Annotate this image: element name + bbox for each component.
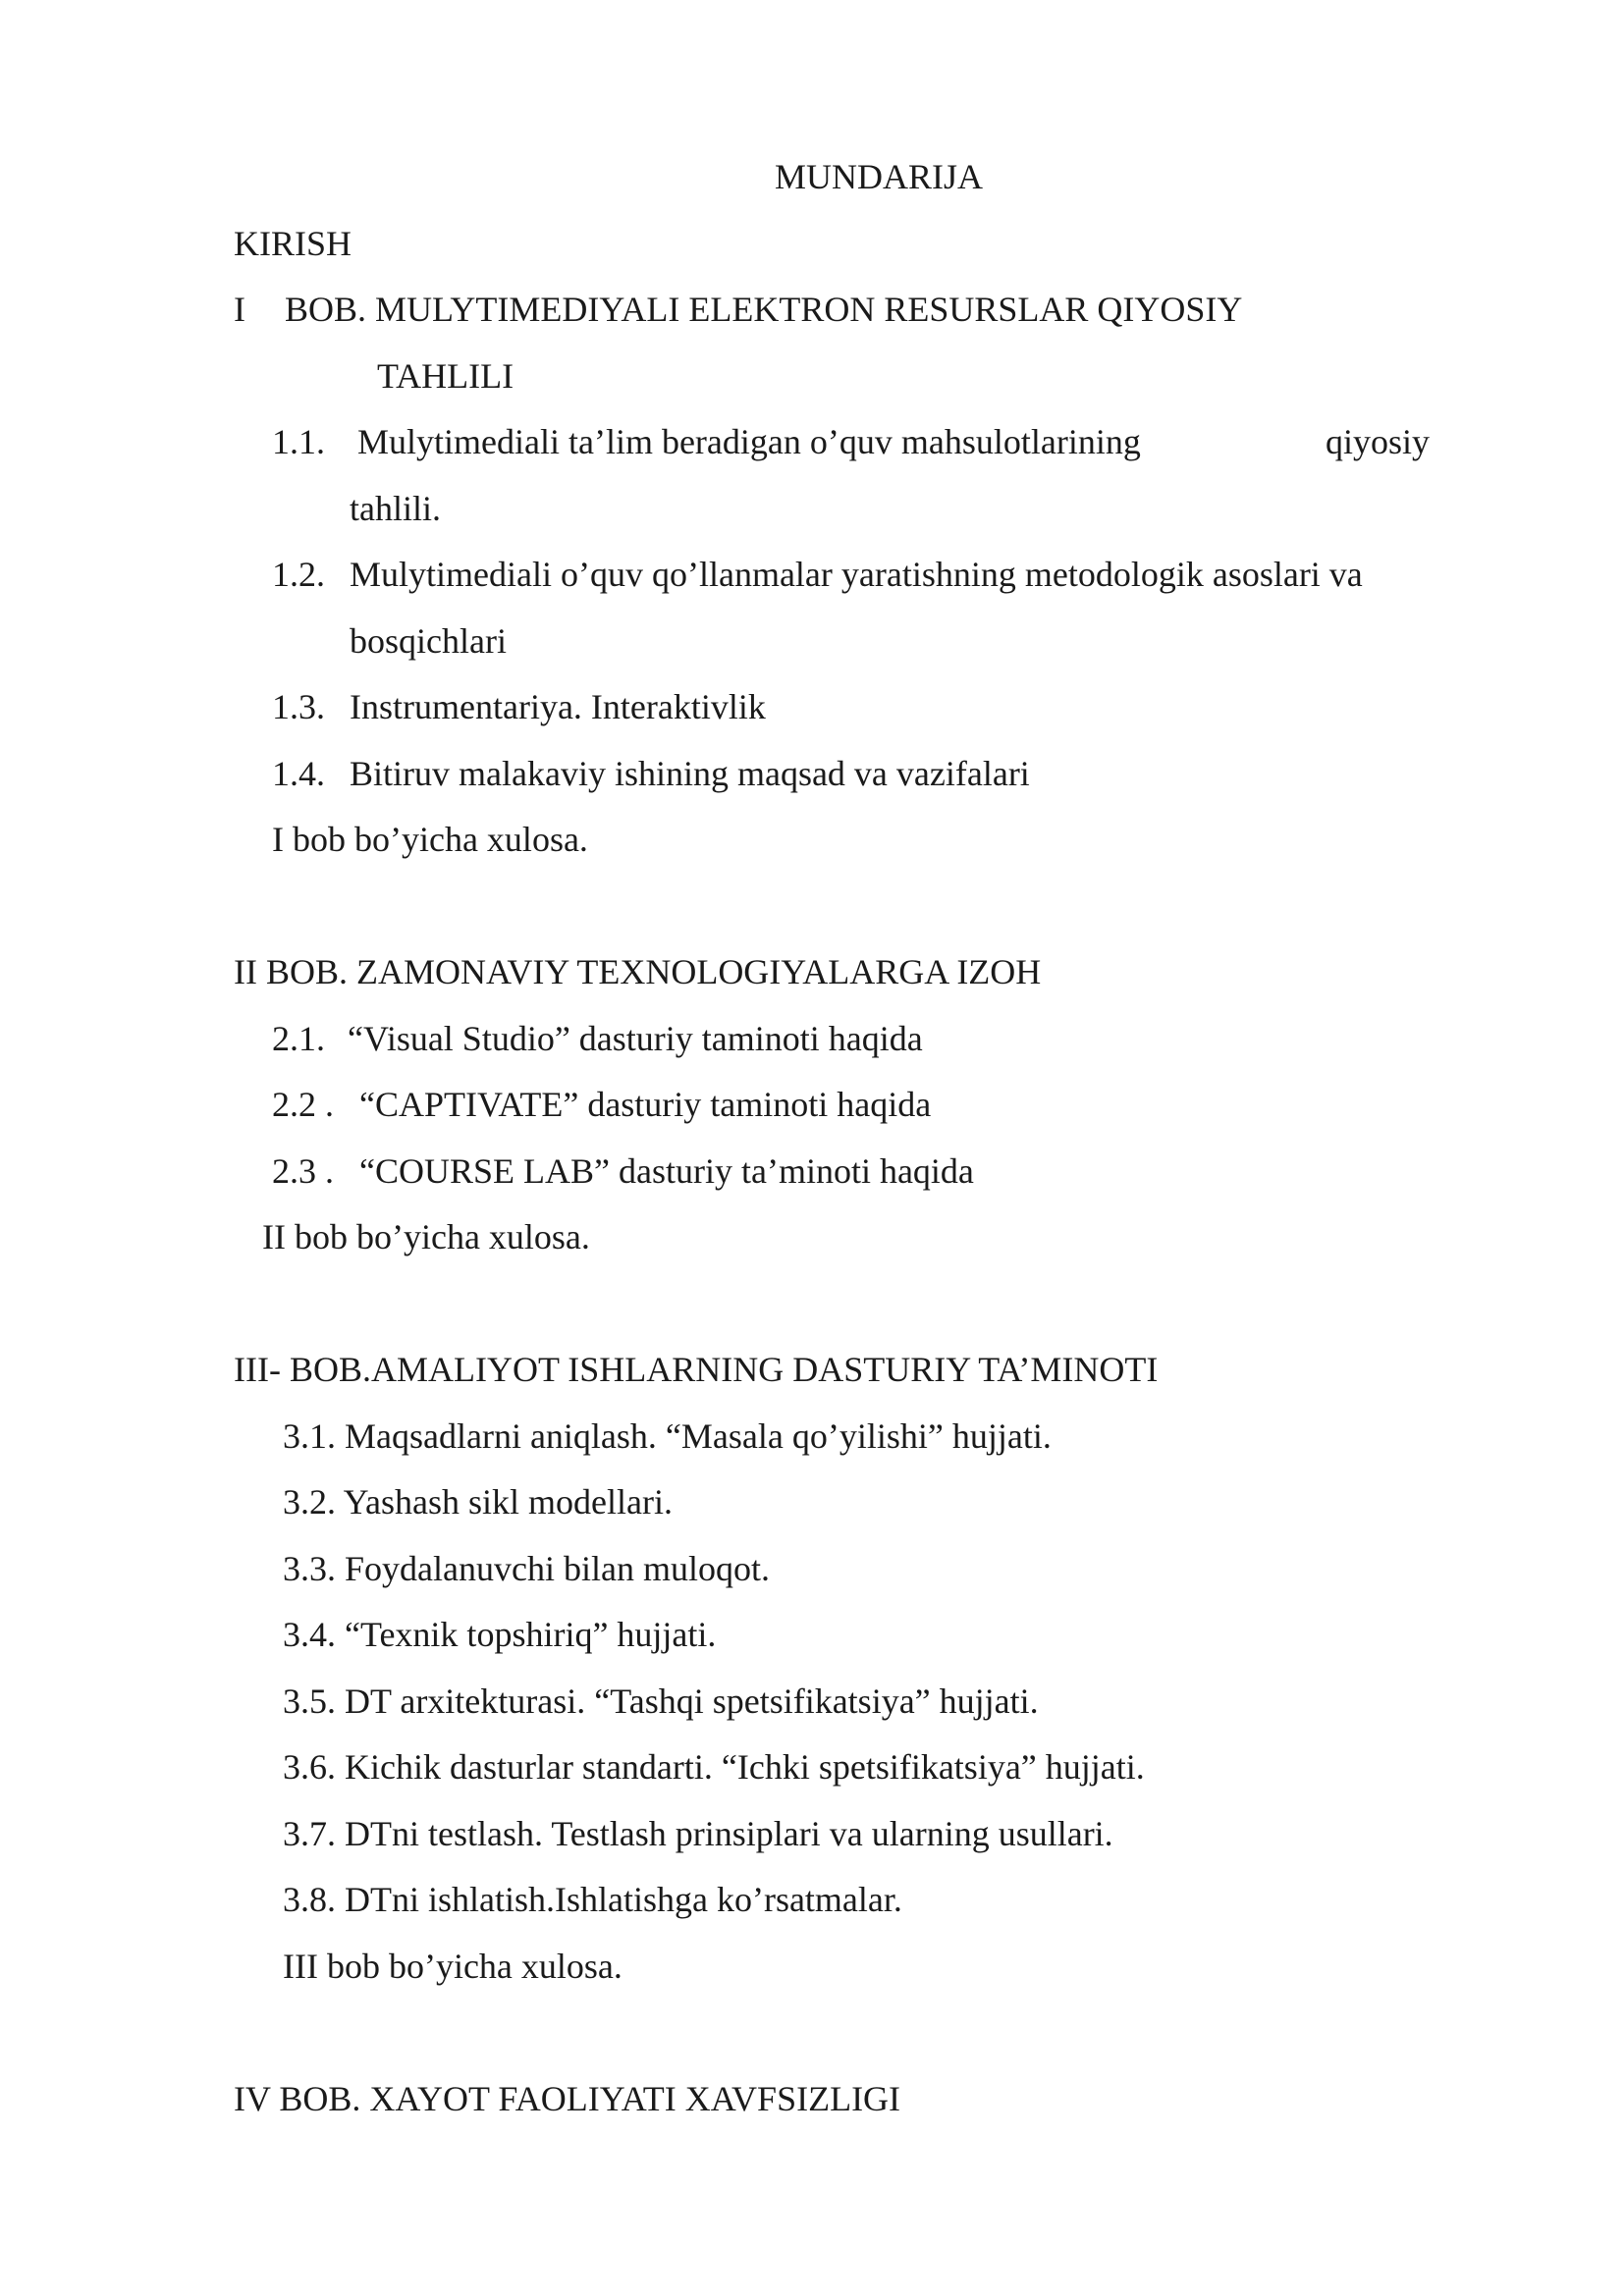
- chapter-3-summary: III bob bo’yicha xulosa.: [283, 1947, 623, 1986]
- toc-item-number: 2.3 .: [272, 1151, 334, 1191]
- chapter-4-heading: IV BOB. XAYOT FAOLIYATI XAVFSIZLIGI: [234, 2079, 901, 2118]
- toc-item-text-cont: tahlili.: [350, 489, 441, 528]
- toc-item-number: 2.1.: [272, 1019, 325, 1058]
- toc-item-text: Bitiruv malakaviy ishining maqsad va vazifalari: [350, 754, 1030, 793]
- chapter-1-summary: I bob bo’yicha xulosa.: [272, 820, 588, 859]
- chapter-2-summary: II bob bo’yicha xulosa.: [262, 1217, 590, 1256]
- toc-item-text: “CAPTIVATE” dasturiy taminoti haqida: [359, 1085, 932, 1124]
- toc-item: 3.6. Kichik dasturlar standarti. “Ichki spetsifikatsiya” hujjati.: [283, 1747, 1145, 1787]
- chapter-2-heading: II BOB. ZAMONAVIY TEXNOLOGIYALARGA IZOH: [234, 952, 1042, 991]
- toc-item-text: “COURSE LAB” dasturiy ta’minoti haqida: [359, 1151, 974, 1191]
- toc-item-number: 1.1.: [272, 422, 325, 461]
- chapter-1-heading-cont: TAHLILI: [377, 356, 514, 396]
- toc-item-text-cont: bosqichlari: [350, 621, 507, 661]
- toc-item-number: 1.4.: [272, 754, 325, 793]
- toc-item-text-right: qiyosiy: [1326, 422, 1431, 461]
- toc-item-text: Mulytimediali ta’lim beradigan o’quv mahsulotlarining: [357, 422, 1141, 461]
- toc-item-text: “Visual Studio” dasturiy taminoti haqida: [348, 1019, 923, 1058]
- toc-item: 3.4. “Texnik topshiriq” hujjati.: [283, 1615, 717, 1654]
- toc-item-number: 1.3.: [272, 687, 325, 726]
- chapter-1-number: I: [234, 290, 245, 329]
- toc-item: 3.8. DTni ishlatish.Ishlatishga ko’rsatmalar.: [283, 1880, 902, 1919]
- toc-item-number: 1.2.: [272, 555, 325, 594]
- toc-title: MUNDARIJA: [774, 157, 983, 196]
- toc-item: 3.7. DTni testlash. Testlash prinsiplari va ularning usullari.: [283, 1814, 1113, 1853]
- toc-item-number: 2.2 .: [272, 1085, 334, 1124]
- chapter-3-heading: III- BOB.AMALIYOT ISHLARNING DASTURIY TA’MINOTI: [234, 1350, 1159, 1389]
- toc-item: 3.2. Yashash sikl modellari.: [283, 1482, 674, 1522]
- toc-intro: KIRISH: [234, 224, 352, 263]
- chapter-1-heading: BOB. MULYTIMEDIYALI ELEKTRON RESURSLAR QIYOSIY: [285, 290, 1243, 329]
- toc-item: 3.5. DT arxitekturasi. “Tashqi spetsifikatsiya” hujjati.: [283, 1682, 1039, 1721]
- toc-item: 3.3. Foydalanuvchi bilan muloqot.: [283, 1549, 770, 1588]
- toc-item-text: Mulytimediali o’quv qo’llanmalar yaratishning metodologik asoslari va: [350, 555, 1363, 594]
- toc-item: 3.1. Maqsadlarni aniqlash. “Masala qo’yilishi” hujjati.: [283, 1416, 1052, 1456]
- toc-item-text: Instrumentariya. Interaktivlik: [350, 687, 766, 726]
